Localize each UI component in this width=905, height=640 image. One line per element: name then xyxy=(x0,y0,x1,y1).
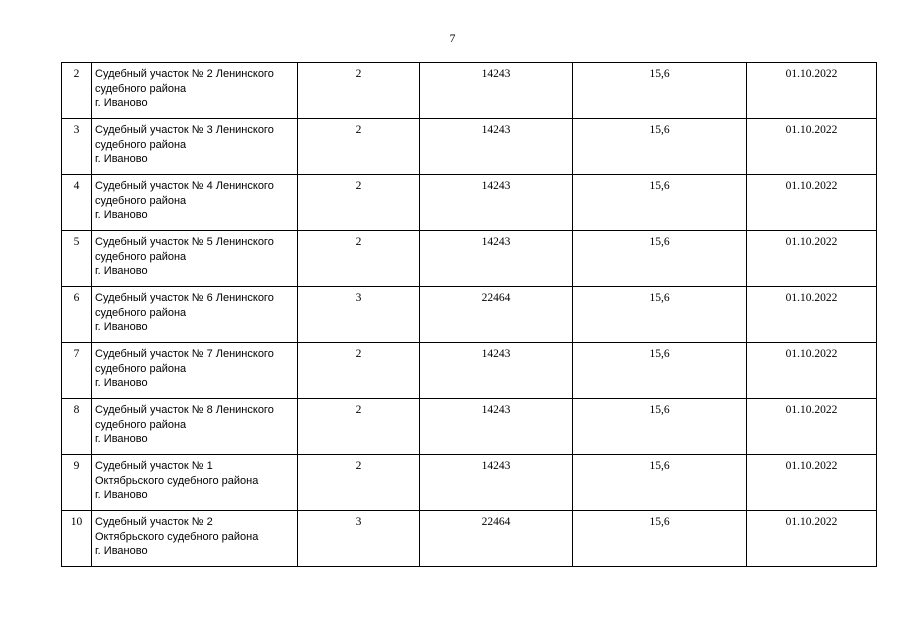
court-name-line: судебного района xyxy=(95,194,187,207)
count-cell: 3 xyxy=(298,511,420,567)
date-cell: 01.10.2022 xyxy=(747,175,877,231)
count-cell: 2 xyxy=(298,343,420,399)
count-cell: 2 xyxy=(298,175,420,231)
court-name-line: Судебный участок № 2 Ленинского xyxy=(95,68,274,80)
table-row xyxy=(62,455,877,511)
row-number-cell: 5 xyxy=(62,231,92,287)
court-name-line: Судебный участок № 2 xyxy=(95,516,213,528)
row-number-cell: 9 xyxy=(62,455,92,511)
court-name-line: судебного района xyxy=(95,82,187,95)
court-name-cell xyxy=(92,231,298,287)
rate-cell: 15,6 xyxy=(573,343,747,399)
row-number-cell: 8 xyxy=(62,399,92,455)
count-cell: 2 xyxy=(298,63,420,119)
court-name-line: г. Иваново xyxy=(95,489,148,501)
court-name-line: Судебный участок № 6 Ленинского xyxy=(95,292,274,304)
court-name-line: судебного района xyxy=(95,138,187,151)
table-row xyxy=(62,63,877,119)
date-cell: 01.10.2022 xyxy=(747,119,877,175)
row-number-cell: 4 xyxy=(62,175,92,231)
court-name-line: Судебный участок № 4 Ленинского xyxy=(95,180,274,192)
court-districts-table xyxy=(61,62,877,567)
court-name-cell xyxy=(92,343,298,399)
date-cell: 01.10.2022 xyxy=(747,511,877,567)
amount-cell: 14243 xyxy=(420,343,573,399)
count-cell: 3 xyxy=(298,287,420,343)
rate-cell: 15,6 xyxy=(573,287,747,343)
court-name-line: Судебный участок № 7 Ленинского xyxy=(95,348,274,360)
amount-cell: 14243 xyxy=(420,455,573,511)
count-cell: 2 xyxy=(298,399,420,455)
court-name-line: Октябрьского судебного района xyxy=(95,474,259,487)
page-number: 7 xyxy=(449,31,456,45)
court-name-line: г. Иваново xyxy=(95,545,148,557)
amount-cell: 14243 xyxy=(420,63,573,119)
count-cell: 2 xyxy=(298,455,420,511)
rate-cell: 15,6 xyxy=(573,455,747,511)
court-name-line: Октябрьского судебного района xyxy=(95,530,259,543)
court-name-line: Судебный участок № 5 Ленинского xyxy=(95,236,274,248)
table-row xyxy=(62,399,877,455)
table-row xyxy=(62,119,877,175)
rate-cell: 15,6 xyxy=(573,175,747,231)
row-number-cell: 10 xyxy=(62,511,92,567)
row-number-cell: 2 xyxy=(62,63,92,119)
table-row xyxy=(62,511,877,567)
court-name-line: Судебный участок № 3 Ленинского xyxy=(95,124,274,136)
table-row xyxy=(62,343,877,399)
rate-cell: 15,6 xyxy=(573,231,747,287)
court-name-line: г. Иваново xyxy=(95,265,148,277)
amount-cell: 14243 xyxy=(420,175,573,231)
row-number-cell: 7 xyxy=(62,343,92,399)
court-name-line: судебного района xyxy=(95,362,187,375)
amount-cell: 14243 xyxy=(420,231,573,287)
row-number-cell: 3 xyxy=(62,119,92,175)
count-cell: 2 xyxy=(298,231,420,287)
date-cell: 01.10.2022 xyxy=(747,399,877,455)
court-name-cell xyxy=(92,511,298,567)
court-name-cell xyxy=(92,63,298,119)
court-name-cell xyxy=(92,175,298,231)
count-cell: 2 xyxy=(298,119,420,175)
court-name-line: г. Иваново xyxy=(95,97,148,109)
court-name-line: г. Иваново xyxy=(95,153,148,165)
court-name-line: Судебный участок № 1 xyxy=(95,460,213,472)
amount-cell: 14243 xyxy=(420,119,573,175)
court-name-cell xyxy=(92,455,298,511)
amount-cell: 14243 xyxy=(420,399,573,455)
date-cell: 01.10.2022 xyxy=(747,231,877,287)
rate-cell: 15,6 xyxy=(573,399,747,455)
row-number-cell: 6 xyxy=(62,287,92,343)
table-row xyxy=(62,175,877,231)
rate-cell: 15,6 xyxy=(573,511,747,567)
court-name-line: судебного района xyxy=(95,418,187,431)
table-row xyxy=(62,231,877,287)
date-cell: 01.10.2022 xyxy=(747,343,877,399)
amount-cell: 22464 xyxy=(420,287,573,343)
court-name-cell xyxy=(92,399,298,455)
date-cell: 01.10.2022 xyxy=(747,455,877,511)
court-name-line: г. Иваново xyxy=(95,433,148,445)
court-name-line: судебного района xyxy=(95,306,187,319)
court-name-cell xyxy=(92,287,298,343)
court-name-line: судебного района xyxy=(95,250,187,263)
court-name-line: г. Иваново xyxy=(95,209,148,221)
amount-cell: 22464 xyxy=(420,511,573,567)
rate-cell: 15,6 xyxy=(573,119,747,175)
rate-cell: 15,6 xyxy=(573,63,747,119)
date-cell: 01.10.2022 xyxy=(747,63,877,119)
court-name-cell xyxy=(92,119,298,175)
court-name-line: г. Иваново xyxy=(95,377,148,389)
court-name-line: г. Иваново xyxy=(95,321,148,333)
date-cell: 01.10.2022 xyxy=(747,287,877,343)
court-name-line: Судебный участок № 8 Ленинского xyxy=(95,404,274,416)
table-row xyxy=(62,287,877,343)
